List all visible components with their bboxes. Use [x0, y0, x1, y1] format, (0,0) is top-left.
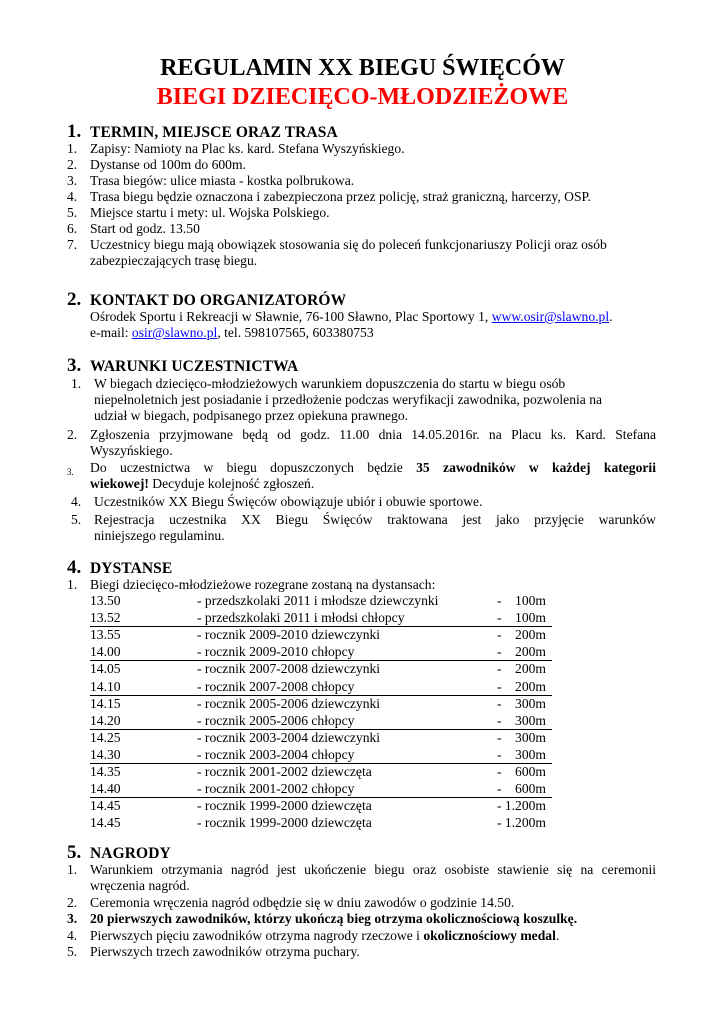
organizer-contact: [90, 325, 374, 341]
distance: 200m: [515, 661, 546, 677]
start-time: 13.52: [90, 610, 121, 626]
section-heading-kontakt: [67, 289, 346, 311]
table-row: [90, 696, 552, 712]
section-heading-text: DYSTANSE: [90, 560, 173, 577]
list-item-text: Uczestników XX Biegu Święców obowiązuje ubiór i obuwie sportowe.: [94, 494, 483, 509]
email-link[interactable]: osir@slawno.pl: [131, 325, 218, 340]
distance: 600m: [515, 764, 546, 779]
dash-separator: -: [497, 593, 502, 608]
table-row: [90, 781, 552, 798]
list-item: 4. Uczestników XX Biegu Święców obowiązuje ubiór i obuwie sportowe.: [71, 494, 483, 509]
table-row: [90, 747, 552, 764]
start-time: 14.45: [90, 798, 121, 814]
dash-separator: -: [497, 781, 502, 797]
list-item: 2.: [67, 427, 78, 442]
dash-separator: -: [497, 695, 502, 711]
distance: 300m: [515, 712, 546, 728]
category: - przedszkolaki 2011 i młodsi chłopcy: [197, 610, 405, 626]
category: - rocznik 2005-2006 dziewczynki: [197, 695, 381, 711]
section-heading-termin: [67, 121, 338, 143]
list-item-text: 20 pierwszych zawodników, którzy ukończą bieg otrzyma okolicznościową koszulkę.: [90, 911, 578, 926]
list-item: 1. Zapisy: Namioty na Plac ks. kard. Stefana Wyszyńskiego.: [67, 141, 405, 156]
phone-numbers: , tel. 598107565, 603380753: [217, 325, 374, 340]
distance: 300m: [515, 746, 546, 762]
section-heading-text: WARUNKI UCZESTNICTWA: [90, 358, 299, 375]
distance: 300m: [515, 729, 546, 745]
dash-separator: -: [497, 746, 502, 762]
dash-separator: -: [497, 661, 502, 677]
table-row: [90, 713, 552, 730]
list-item-text: Warunkiem otrzymania nagród jest ukończenie biegu oraz osobiste stawienie się na ceremonii: [90, 862, 656, 877]
dash-separator: -: [497, 610, 502, 626]
list-item: 6. Start od godz. 13.50: [67, 221, 200, 236]
organizer-address-text: Ośrodek Sportu i Rekreacji w Sławnie, 76-100 Sławno, Plac Sportowy 1,: [90, 309, 492, 324]
start-time: 13.55: [90, 627, 121, 643]
list-item-text: Trasa biegu będzie oznaczona i zabezpieczona przez policję, straż graniczną, harcerzy, OSP.: [90, 189, 591, 204]
list-item-text: wręczenia nagród.: [90, 878, 190, 893]
category: - rocznik 2001-2002 dziewczęta: [197, 764, 372, 779]
start-time: 14.15: [90, 695, 121, 711]
list-item-number: 3.: [67, 467, 74, 477]
start-time: 14.00: [90, 644, 121, 660]
list-item: 1.: [67, 862, 78, 877]
start-time: 13.50: [90, 593, 121, 608]
organizer-address: [90, 309, 613, 325]
list-item-text: Biegi dziecięco-młodzieżowe rozegrane zostaną na dystansach:: [90, 577, 436, 592]
dash-separator: -: [497, 798, 502, 814]
list-item-text: Ceremonia wręczenia nagród odbędzie się w dniu zawodów o godzinie 14.50.: [90, 895, 515, 910]
category: - rocznik 2001-2002 chłopcy: [197, 781, 355, 797]
distance: 1.200m: [504, 815, 546, 831]
bold-text: wiekowej!: [90, 476, 149, 491]
document-title: REGULAMIN XX BIEGU ŚWIĘCÓW: [160, 55, 565, 81]
distance: 200m: [515, 678, 546, 694]
bold-text: 35 zawodników w każdej kategorii: [416, 460, 656, 475]
section-number: 5.: [67, 842, 82, 863]
document-subtitle: BIEGI DZIECIĘCO-MŁODZIEŻOWE: [156, 84, 569, 110]
start-time: 14.45: [90, 815, 121, 831]
website-link[interactable]: www.osir@slawno.pl: [491, 309, 610, 324]
list-item: 2. Dystanse od 100m do 600m.: [67, 157, 246, 172]
list-item-text: Dystanse od 100m do 600m.: [90, 157, 246, 172]
list-item: 5.: [71, 512, 82, 527]
distance: 600m: [515, 781, 546, 797]
list-item-text: W biegach dziecięco-młodzieżowych warunkiem dopuszczenia do startu w biegu osób: [94, 376, 566, 391]
dash-separator: -: [497, 815, 502, 831]
category: - rocznik 1999-2000 dziewczęta: [197, 815, 372, 831]
category: - rocznik 1999-2000 dziewczęta: [197, 798, 372, 814]
category: - rocznik 2009-2010 dziewczynki: [197, 627, 381, 643]
section-number: 3.: [67, 355, 82, 376]
section-number: 4.: [67, 557, 82, 578]
dash-separator: -: [497, 627, 502, 643]
section-heading-text: NAGRODY: [90, 845, 171, 862]
distance: 100m: [515, 610, 546, 626]
distance: 300m: [515, 695, 546, 711]
list-item-text: wiekowej! Decyduje kolejność zgłoszeń.: [90, 476, 315, 491]
category: - rocznik 2009-2010 chłopcy: [197, 644, 355, 660]
start-time: 14.05: [90, 661, 121, 677]
period: .: [609, 309, 613, 324]
start-time: 14.10: [90, 678, 121, 694]
table-row: [90, 627, 552, 643]
list-item-text: Start od godz. 13.50: [90, 221, 200, 236]
section-heading-nagrody: [67, 842, 171, 864]
list-item-text: Miejsce startu i mety: ul. Wojska Polskiego.: [90, 205, 330, 220]
list-item-text: niniejszego regulaminu.: [94, 528, 225, 543]
dash-separator: -: [497, 644, 502, 660]
list-item-text: Pierwszych pięciu zawodników otrzyma nagrody rzeczowe i: [90, 928, 424, 943]
list-item: 1.: [71, 376, 82, 391]
distance: 1.200m: [504, 798, 546, 814]
list-item-text: Uczestnicy biegu mają obowiązek stosowania się do poleceń funkcjonariuszy Policji oraz osób: [90, 237, 607, 252]
table-row: [90, 798, 552, 814]
dash-separator: -: [497, 712, 502, 728]
list-item: 3. Trasa biegów: ulice miasta - kostka polbrukowa.: [67, 173, 355, 188]
list-item-text: Wyszyńskiego.: [90, 443, 173, 458]
list-item-text: Zapisy: Namioty na Plac ks. kard. Stefana Wyszyńskiego.: [90, 141, 405, 156]
start-time: 14.35: [90, 764, 121, 779]
section-heading-text: TERMIN, MIEJSCE ORAZ TRASA: [90, 124, 338, 141]
list-item: 1. Biegi dziecięco-młodzieżowe rozegrane zostaną na dystansach:: [67, 577, 436, 592]
list-item: 3. 20 pierwszych zawodników, którzy ukończą bieg otrzyma okolicznościową koszulkę.: [67, 911, 578, 926]
email-label: e-mail:: [90, 325, 132, 340]
category: - rocznik 2003-2004 chłopcy: [197, 746, 355, 762]
start-time: 14.40: [90, 781, 121, 797]
list-item-text: Do uczestnictwa w biegu dopuszczonych będzie 35 zawodników w każdej kategorii: [90, 460, 656, 475]
dash-separator: -: [497, 764, 502, 779]
table-row: [90, 730, 552, 746]
list-item-text: Pierwszych trzech zawodników otrzyma puchary.: [90, 944, 360, 959]
category: - rocznik 2007-2008 dziewczynki: [197, 661, 381, 677]
list-item-text: zabezpieczających trasę biegu.: [90, 253, 258, 268]
dash-separator: -: [497, 729, 502, 745]
section-number: 2.: [67, 289, 82, 310]
dash-separator: -: [497, 678, 502, 694]
category: - rocznik 2007-2008 chłopcy: [197, 678, 355, 694]
table-row: [90, 679, 552, 696]
section-number: 1.: [67, 121, 82, 142]
list-item: 7. Uczestnicy biegu mają obowiązek stosowania się do poleceń funkcjonariuszy Policji oraz osób: [67, 237, 607, 252]
category: - przedszkolaki 2011 i młodsze dziewczynki: [197, 593, 439, 608]
start-time: 14.25: [90, 729, 121, 745]
distance: 200m: [515, 627, 546, 643]
category: - rocznik 2003-2004 dziewczynki: [197, 729, 381, 745]
list-item: 2. Ceremonia wręczenia nagród odbędzie się w dniu zawodów o godzinie 14.50.: [67, 895, 515, 910]
list-item-text: Rejestracja uczestnika XX Biegu Święców traktowana jest jako przyjęcie warunków: [94, 512, 656, 527]
table-row: [90, 610, 552, 627]
list-item: 4. Pierwszych pięciu zawodników otrzyma nagrody rzeczowe i okolicznościowy medal.: [67, 928, 560, 943]
list-item-text: udział w biegach, podpisanego przez opiekuna prawnego.: [94, 408, 409, 423]
start-time: 14.20: [90, 712, 121, 728]
distance: 100m: [515, 593, 546, 608]
list-item-text: Trasa biegów: ulice miasta - kostka polbrukowa.: [90, 173, 355, 188]
category: - rocznik 2005-2006 chłopcy: [197, 712, 355, 728]
list-item: 4. Trasa biegu będzie oznaczona i zabezpieczona przez policję, straż graniczną, harcerzy, OSP.: [67, 189, 591, 204]
list-item: 5. Miejsce startu i mety: ul. Wojska Polskiego.: [67, 205, 330, 220]
section-heading-text: KONTAKT DO ORGANIZATORÓW: [90, 292, 347, 309]
table-row: [90, 661, 552, 677]
table-row: [90, 593, 552, 609]
bold-text: okolicznościowy medal: [423, 928, 556, 943]
table-row: [90, 815, 552, 831]
section-heading-warunki: [67, 355, 298, 377]
table-row: [90, 764, 552, 780]
table-row: [90, 644, 552, 661]
start-time: 14.30: [90, 746, 121, 762]
section-heading-dystanse: [67, 557, 172, 579]
list-item-text: niepełnoletnich jest posiadanie i przedłożenie podczas weryfikacji zawodnika, pozwolenia na: [94, 392, 603, 407]
list-item: 5. Pierwszych trzech zawodników otrzyma puchary.: [67, 944, 360, 959]
list-item-text: Zgłoszenia przyjmowane będą od godz. 11.00 dnia 14.05.2016r. na Placu ks. Kard. Stefana: [90, 427, 656, 442]
distance: 200m: [515, 644, 546, 660]
